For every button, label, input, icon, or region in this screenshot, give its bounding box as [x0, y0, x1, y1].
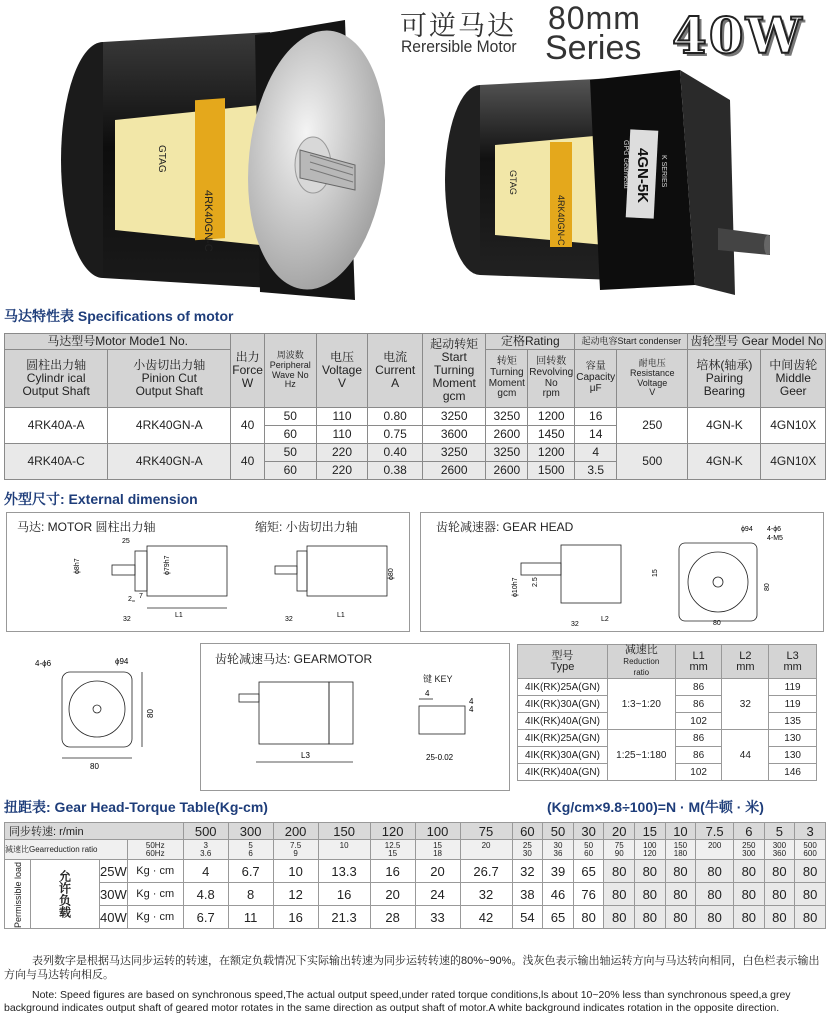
pinion-dim-label: 缩矩: 小齿切出力轴: [255, 520, 358, 534]
svg-text:L2: L2: [601, 616, 609, 623]
torque-cell: 80: [696, 883, 734, 906]
svg-text:ϕ94: ϕ94: [115, 657, 129, 666]
flange-drawing: [30, 650, 180, 775]
torque-cell: 20: [370, 883, 415, 906]
svg-text:32: 32: [123, 616, 131, 623]
svg-text:7: 7: [139, 593, 143, 600]
svg-text:25: 25: [122, 538, 130, 545]
torque-cell: 6.7: [183, 906, 228, 929]
svg-text:L1: L1: [337, 612, 345, 619]
ratio-cell: 75 90: [604, 840, 635, 860]
torque-ratio-row: [5, 840, 826, 860]
speed-cell: 150: [318, 823, 370, 840]
svg-text:4-ϕ6: 4-ϕ6: [35, 659, 52, 668]
torque-cell: 80: [795, 860, 826, 883]
torque-cell: 80: [635, 883, 666, 906]
speed-cell: 15: [635, 823, 666, 840]
table-row: 4RK40A-C 4RK40GN-A 40 50 220 0.40 3250 3250 1200 4 500 4GN-K 4GN10X: [5, 444, 826, 462]
torque-cell: 65: [543, 906, 574, 929]
title-chinese: 可逆马达: [400, 11, 516, 42]
power-cell: 30W: [100, 883, 128, 906]
spec-header-rating: 定格Rating: [486, 334, 575, 350]
power-cell: 40W: [100, 906, 128, 929]
svg-text:ϕ80: ϕ80: [388, 568, 395, 580]
torque-cell: 80: [604, 906, 635, 929]
spec-header-model: 马达型号Motor Mode1 No.: [5, 334, 231, 350]
ratio-cell: 50 60: [573, 840, 604, 860]
gearhead-dim-label: 齿轮减速器: GEAR HEAD: [436, 520, 574, 534]
torque-cell: 32: [460, 883, 512, 906]
note-english: Note: Speed figures are based on synchronous speed,The actual output speed,under rated torque conditions,ls about 10~20% less than synchronous speed,a grey background indicates output shaft of geared motor rotates in the same direction as output shaft of motor.A white background indicates rotation in the opposite direction.: [4, 989, 791, 1015]
torque-cell: 54: [512, 906, 543, 929]
svg-text:15: 15: [652, 569, 659, 577]
gearhead-series: K SERIES: [660, 155, 667, 188]
svg-text:ϕ94: ϕ94: [741, 526, 753, 533]
speed-cell: 300: [228, 823, 273, 840]
ratio-cell: 7.5 9: [273, 840, 318, 860]
svg-text:4-M5: 4-M5: [767, 535, 783, 542]
svg-text:4-ϕ6: 4-ϕ6: [767, 526, 782, 533]
speed-cell: 500: [183, 823, 228, 840]
torque-cell: 80: [696, 860, 734, 883]
hz-labels: 50Hz 60Hz: [127, 840, 183, 860]
speed-cell: 20: [604, 823, 635, 840]
ratio-cell: 25 30: [512, 840, 543, 860]
torque-cell: 80: [604, 860, 635, 883]
table-row: [5, 906, 826, 929]
speed-cell: 5: [764, 823, 795, 840]
motor-dimension-drawing: [7, 513, 411, 633]
speed-cell: 6: [734, 823, 765, 840]
torque-cell: 28: [370, 906, 415, 929]
svg-text:2: 2: [128, 596, 132, 603]
speed-cell: 60: [512, 823, 543, 840]
ratio-cell: 100 120: [635, 840, 666, 860]
torque-speed-row: [5, 823, 826, 840]
torque-formula: (Kg/cm×9.8÷100)=N · M(牛顿 · 米): [547, 799, 764, 815]
svg-text:4: 4: [425, 689, 430, 698]
torque-cell: 16: [273, 906, 318, 929]
table-row: 4IK(RK)30A(GN) 86 119: [518, 696, 817, 713]
torque-cell: 80: [734, 906, 765, 929]
torque-cell: 80: [604, 883, 635, 906]
torque-cell: 32: [512, 860, 543, 883]
torque-cell: 80: [795, 906, 826, 929]
svg-text:ϕ8h7: ϕ8h7: [74, 558, 81, 574]
ratio-cell: 20: [460, 840, 512, 860]
svg-text:80: 80: [146, 709, 155, 718]
ratio-cell: 300 360: [764, 840, 795, 860]
torque-cell: 80: [573, 906, 604, 929]
permissible-load-en: Permissible load: [5, 860, 31, 929]
power-cell: 25W: [100, 860, 128, 883]
motor-dimension-box: [6, 512, 410, 632]
unit-cell: Kg · cm: [127, 883, 183, 906]
torque-cell: 4: [183, 860, 228, 883]
torque-cell: 12: [273, 883, 318, 906]
table-row: [5, 883, 826, 906]
torque-cell: 80: [795, 883, 826, 906]
torque-cell: 42: [460, 906, 512, 929]
ratio-cell: 3 3.6: [183, 840, 228, 860]
torque-cell: 21.3: [318, 906, 370, 929]
speed-cell: 75: [460, 823, 512, 840]
ratio-cell: 15 18: [415, 840, 460, 860]
svg-text:80: 80: [90, 762, 99, 771]
torque-cell: 16: [370, 860, 415, 883]
torque-cell: 80: [665, 860, 696, 883]
speed-cell: 30: [573, 823, 604, 840]
svg-text:32: 32: [571, 621, 579, 628]
ratio-cell: 30 36: [543, 840, 574, 860]
table-row: 60 110 0.75 3600 2600 1450 14: [5, 426, 826, 444]
gearhead-dimension-drawing: [421, 513, 825, 633]
permissible-load-cn: 允许负载: [31, 860, 100, 929]
svg-text:2.5: 2.5: [532, 577, 539, 587]
torque-cell: 46: [543, 883, 574, 906]
gearhead-brand: GPG Gearhead: [622, 140, 629, 189]
right-label-model: 4RK40GN-C: [556, 195, 566, 246]
speed-cell: 10: [665, 823, 696, 840]
speed-cell: 100: [415, 823, 460, 840]
svg-text:ϕ79h7: ϕ79h7: [164, 555, 171, 575]
table-row: 4IK(RK)25A(GN) 1:3~1:20 86 32 119: [518, 679, 817, 696]
ratio-cell: 200: [696, 840, 734, 860]
ratio-cell: 5 6: [228, 840, 273, 860]
torque-section-title: 扭距表: Gear Head-Torque Table(Kg-cm): [4, 799, 268, 815]
left-label-model: 4RK40GN-C: [202, 190, 214, 252]
speed-cell: 200: [273, 823, 318, 840]
svg-text:80: 80: [713, 620, 721, 627]
title-size: 80mm: [548, 0, 641, 36]
gearmotor-dimension-drawing: [201, 644, 511, 792]
motor-dim-label: 马达: MOTOR 圆柱出力轴: [17, 520, 156, 534]
torque-cell: 80: [734, 883, 765, 906]
speed-label: 同步转速: r/min: [5, 823, 184, 840]
torque-cell: 80: [764, 906, 795, 929]
torque-cell: 10: [273, 860, 318, 883]
title-power: 40W: [672, 6, 804, 65]
torque-cell: 76: [573, 883, 604, 906]
torque-cell: 80: [635, 860, 666, 883]
key-label: 键 KEY: [423, 674, 453, 684]
speed-cell: 7.5: [696, 823, 734, 840]
table-row: 4RK40A-A 4RK40GN-A 40 50 110 0.80 3250 3250 1200 16 250 4GN-K 4GN10X: [5, 408, 826, 426]
svg-text:25-0.02: 25-0.02: [426, 753, 454, 762]
gearmotor-dim-label: 齿轮减速马达: GEARMOTOR: [215, 652, 373, 666]
speed-cell: 50: [543, 823, 574, 840]
right-label-brand: GTAG: [508, 170, 518, 195]
torque-cell: 80: [665, 906, 696, 929]
torque-cell: 80: [764, 883, 795, 906]
note-chinese: 表列数字是根据马达同步运转的转速，在额定负载情况下实际输出转速为同步运转转速的80%~90%。浅灰色表示输出轴运转方向与马达转向相同，白色栏表示输出方向与马达转向相反。: [4, 955, 820, 982]
title-english: Rerersible Motor: [401, 37, 517, 56]
torque-cell: 4.8: [183, 883, 228, 906]
ratio-cell: 150 180: [665, 840, 696, 860]
gearhead-dimension-box: [420, 512, 824, 632]
torque-cell: 39: [543, 860, 574, 883]
left-label-brand: GTAG: [156, 145, 167, 173]
torque-cell: 38: [512, 883, 543, 906]
svg-text:4: 4: [469, 697, 474, 706]
ratio-cell: 500 600: [795, 840, 826, 860]
svg-text:L3: L3: [301, 751, 310, 760]
torque-cell: 8: [228, 883, 273, 906]
torque-cell: 16: [318, 883, 370, 906]
torque-table: [4, 822, 826, 929]
gearmotor-dimension-box: [200, 643, 510, 791]
torque-cell: 80: [635, 906, 666, 929]
svg-text:80: 80: [764, 583, 771, 591]
gearhead-text: 4GN-5K: [634, 148, 651, 204]
spec-header-gear: 齿轮型号 Gear Model No: [688, 334, 826, 350]
unit-cell: Kg · cm: [127, 906, 183, 929]
ratio-cell: 10: [318, 840, 370, 860]
table-row: 4IK(RK)40A(GN) 102 135: [518, 713, 817, 730]
torque-cell: 24: [415, 883, 460, 906]
gear-ratio-table: 型号 Type 减速比 Reduction ratio L1 mm L2 mm L3 mm 4IK(RK)25A(GN) 1:3~1:20 86 32 119 4IK(RK)30A(GN) 86 119 4IK(RK)40A(GN) 102 135 4IK(RK)25A(GN) 1:25~1:180 86 44 130 4IK(RK)30A(GN) 86 130 4IK(RK)40A(GN) 102 146: [517, 644, 817, 781]
unit-cell: Kg · cm: [127, 860, 183, 883]
table-row: 4IK(RK)25A(GN) 1:25~1:180 86 44 130: [518, 730, 817, 747]
ratio-label: 減速比Gearreduction ratio: [5, 840, 128, 860]
spec-section-title: 马达特性表 Specifications of motor: [4, 308, 234, 324]
table-row: 4IK(RK)40A(GN) 102 146: [518, 764, 817, 781]
spec-table: 马达型号Motor Mode1 No. 出力 Force W 周波数 Peripheral Wave No Hz 电压 Voltage V 电流 Current A 起动转矩 Start Turning Moment gcm 定格Rating 起动电容Start condenser 齿轮型号 Gear Model No 圆柱出力轴 Cylindr ical Output Shaft 小齿切出力轴 Pinion Cut Output Shaft 转矩 Turning Moment gcm 回转数 Revolving No rpm 容量 Capacity μF 耐电压 Resistance Voltage V 培林(轴承) Pairing Bearing 中间齿轮 Middle Geer 4RK40A-A 4RK40GN-A 40 50 110 0.80 3250 3250 1200 16 250 4GN-K 4GN10X 60 110 0.75 3600 2600 1450 14 4RK40A-C 4RK40GN-A 40 50 220 0.40 3250 3250 1200 4 500 4GN-K 4GN10X 60 220 0.38 2600 2600 1500 3.5: [4, 333, 826, 480]
ratio-cell: 250 300: [734, 840, 765, 860]
svg-text:32: 32: [285, 616, 293, 623]
torque-cell: 20: [415, 860, 460, 883]
torque-cell: 13.3: [318, 860, 370, 883]
torque-cell: 80: [734, 860, 765, 883]
torque-cell: 33: [415, 906, 460, 929]
torque-cell: 80: [665, 883, 696, 906]
motor-photo: [55, 10, 385, 310]
table-row: [5, 860, 826, 883]
spec-header-condenser: 起动电容Start condenser: [575, 334, 688, 350]
torque-cell: 6.7: [228, 860, 273, 883]
speed-cell: 3: [795, 823, 826, 840]
svg-text:L1: L1: [175, 612, 183, 619]
ratio-cell: 12.5 15: [370, 840, 415, 860]
torque-cell: 80: [764, 860, 795, 883]
svg-text:ϕ10h7: ϕ10h7: [512, 577, 519, 597]
table-row: 60 220 0.38 2600 2600 1500 3.5: [5, 462, 826, 480]
gearmotor-photo: [440, 60, 770, 305]
svg-text:4: 4: [469, 705, 474, 714]
torque-cell: 26.7: [460, 860, 512, 883]
torque-cell: 65: [573, 860, 604, 883]
title-series: Series: [545, 29, 642, 67]
torque-cell: 80: [696, 906, 734, 929]
ext-section-title: 外型尺寸: External dimension: [4, 491, 198, 507]
table-row: 4IK(RK)30A(GN) 86 130: [518, 747, 817, 764]
speed-cell: 120: [370, 823, 415, 840]
torque-cell: 11: [228, 906, 273, 929]
